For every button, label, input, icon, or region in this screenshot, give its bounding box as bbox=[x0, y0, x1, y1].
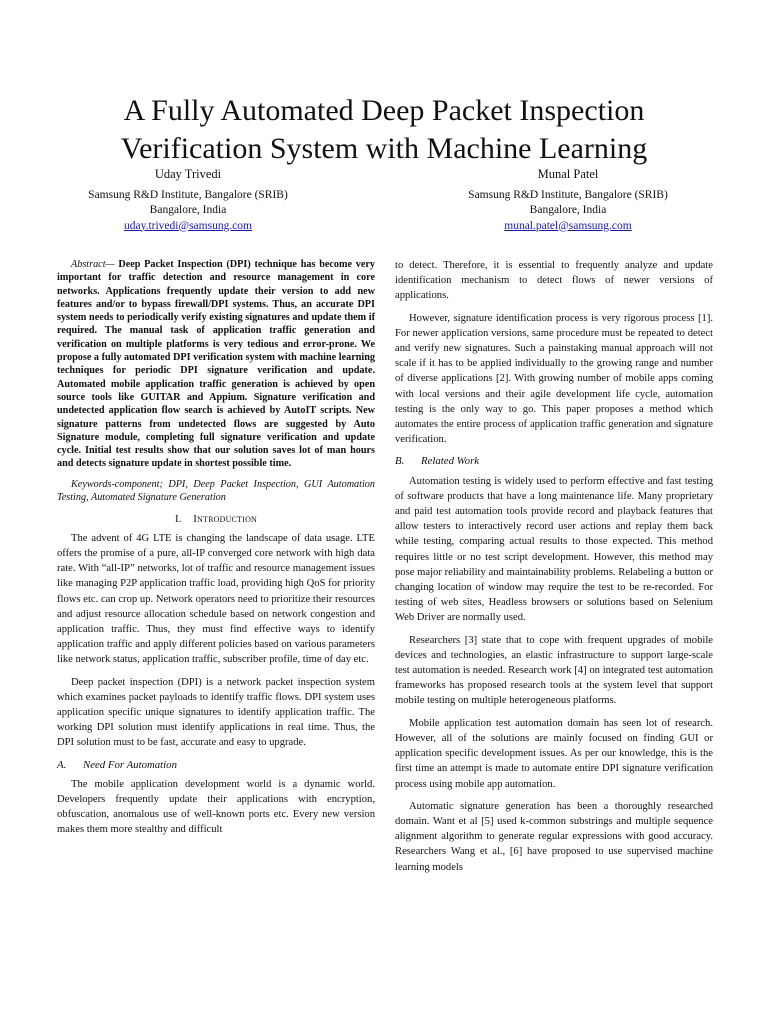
paragraph: Automatic signature generation has been a thoroughly researched domain. Want et al [5] used k-common substrings and multiple sequence alignment algorithm to generate regular expressions with good accuracy. Researchers Wang et al., [6] have proposed to use supervised machine learning models bbox=[395, 800, 713, 873]
author-name: Uday Trivedi bbox=[154, 167, 222, 181]
paragraph: Researchers [3] state that to cope with frequent upgrades of mobile devices and technologies, an elastic infrastructure to support large-scale test automation is needed. Research work [4] on integrated test automation frameworks has proposed research tools at the system level that support mobile testing on multiple heterogeneous platforms. bbox=[395, 634, 713, 707]
subsection-heading-related-work bbox=[395, 454, 713, 469]
right-column bbox=[395, 258, 713, 882]
paragraph: Mobile application test automation domain has seen lot of research. However, all of the solutions are mainly focused on finding GUI or application specific development issues. As per our knowledge, this is the first time an attempt is made to automate entire DPI signature verification process using mobile app automation. bbox=[395, 717, 713, 790]
author-block-1 bbox=[38, 167, 338, 234]
section-title: Introduction bbox=[193, 512, 258, 525]
paper-title: A Fully Automated Deep Packet Inspection Verification System with Machine Learning bbox=[120, 94, 648, 166]
paragraph-continuation: to detect. Therefore, it is essential to frequently analyze and update identification mechanism to detect flows of newer versions of applications. bbox=[395, 260, 713, 302]
author-name: Munal Patel bbox=[537, 167, 599, 181]
subsection-letter: A. bbox=[57, 758, 67, 771]
abstract-label: Abstract— bbox=[71, 259, 115, 270]
paragraph: Automation testing is widely used to perform effective and fast testing of software products that have a long maintenance life. Many proprietary and paid test automation tools provide record and playback features that allow testers to interactively record user actions and replay them back while testing, comparing actual results to those expected. This method requires little or no test script development. However, this method may pose major reliability and maintainability problems. Relabeling a button or changing location of window may require the test to be re-recorded. For testing of web sites, Headless browsers or solutions based on Selenium Web Driver are normally used. bbox=[395, 475, 713, 624]
subsection-letter: B. bbox=[395, 455, 405, 468]
paragraph: Deep packet inspection (DPI) is a network packet inspection system which examines packet payloads to identify traffic flows. DPI system uses application specific unique signatures to identify application traffic. The working DPI solution must identify applications in real time. Thus, the DPI solution must to be fast, accurate and easy to upgrade. bbox=[57, 676, 375, 749]
keywords: Keywords-component; DPI, Deep Packet Inspection, GUI Automation Testing, Automated Signature Generation bbox=[57, 478, 375, 504]
left-column bbox=[57, 258, 375, 845]
paragraph: However, signature identification process is very rigorous process [1]. For newer application versions, same procedure must be repeated to detect and verify new signatures. Such a painstaking manual approach will not scale if it has to be applied individually to the growing range and number of diverse applications [2]. With growing number of mobile apps coming with local versions and their agile development life cycle, automation testing is the only way to go. This paper proposes a method which automates the entire process of application traffic generation and signature verification. bbox=[395, 312, 713, 446]
author-location: Bangalore, India bbox=[149, 204, 227, 216]
author-email-link[interactable]: munal.patel@samsung.com bbox=[504, 219, 632, 232]
author-affiliation: Samsung R&D Institute, Bangalore (SRIB) bbox=[88, 188, 288, 201]
author-location: Bangalore, India bbox=[529, 204, 607, 216]
abstract-text: Deep Packet Inspection (DPI) technique has become very important for traffic detection and resource management in core networks. Applications frequently update their version to add new features and/or to bypass firewall/DPI systems. Thus, an accurate DPI system needs to periodically verify existing signatures and update them if required. The manual task of application traffic generation and verification on multiple platforms is very tedious and error-prone. We propose a fully automated DPI verification system with machine learning techniques for periodic DPI signature verification and update. Automated mobile application traffic generation is achieved by open source tools like GUITAR and Appium. Signature verification and undetected application flow search is achieved by AutoIT scripts. New signature patterns from undetected flows are suggested by Auto Signature module, completing full signature verification and update cycle. Initial test results show that our solution saves lot of man hours and detects signature update in shortest possible time. bbox=[57, 259, 375, 470]
paragraph: The advent of 4G LTE is changing the landscape of data usage. LTE offers the promise of a pure, all-IP converged core network with high data rate. With “all-IP” networks, lot of traffic and resource management issues like managing P2P application traffic load, providing high QoS for priority flows etc. can crop up. Network operators need to prioritize their resources and adjust resource allocation schedule based on network congestion and application traffic. Thus, they must find effective ways to identify application traffic and apply different policies based on various parameters like network status, application traffic, subscriber profile, time of day etc. bbox=[57, 532, 375, 666]
author-affiliation: Samsung R&D Institute, Bangalore (SRIB) bbox=[468, 188, 668, 201]
section-number: I. bbox=[174, 512, 182, 525]
author-email-link[interactable]: uday.trivedi@samsung.com bbox=[123, 219, 253, 232]
subsection-heading-need-for-automation bbox=[57, 758, 375, 773]
section-heading-introduction bbox=[57, 512, 375, 527]
abstract bbox=[57, 258, 375, 471]
subsection-title: Related Work bbox=[421, 455, 480, 468]
paragraph: The mobile application development world is a dynamic world. Developers frequently update their applications with encryption, obfuscation, anomalous use of well-known ports etc. Every new version makes them more stealthy and difficult bbox=[57, 778, 375, 836]
author-block-2 bbox=[418, 167, 718, 234]
subsection-title: Need For Automation bbox=[83, 758, 177, 771]
